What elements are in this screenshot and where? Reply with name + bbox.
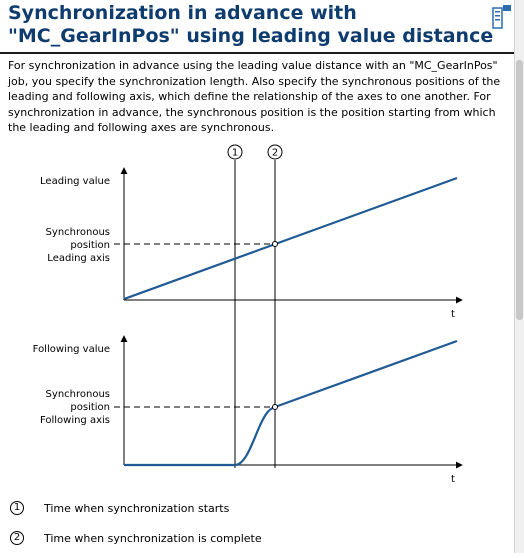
top-y-label: Leading value — [40, 176, 110, 187]
leading-value-curve — [124, 178, 457, 299]
marker-1 — [228, 145, 242, 159]
top-sync-label-line-1: Synchronous — [45, 227, 110, 238]
marker-1-label: 1 — [231, 147, 239, 159]
bottom-sync-label-line-2: position — [70, 402, 110, 413]
legend-item — [8, 498, 408, 528]
legend-text-2: Time when synchronization is complete — [44, 532, 262, 545]
legend-number-1: 1 — [10, 501, 24, 515]
page-title-line-2: "MC_GearInPos" using leading value distance — [8, 25, 494, 47]
following-value-curve — [124, 341, 457, 465]
scrollbar-thumb[interactable] — [516, 60, 523, 320]
legend-number-2: 2 — [10, 531, 24, 545]
synchronization-diagram — [0, 140, 470, 490]
page-title-line-1: Synchronization in advance with — [8, 2, 357, 24]
leading-value-chart — [40, 168, 462, 320]
following-value-chart — [33, 336, 462, 485]
top-sync-label-line-3: Leading axis — [47, 253, 110, 264]
legend-item — [8, 528, 408, 558]
bottom-sync-label-line-3: Following axis — [39, 415, 110, 426]
bottom-x-label: t — [451, 474, 455, 485]
vertical-scrollbar[interactable] — [514, 0, 524, 553]
bottom-sync-label-line-1: Synchronous — [45, 389, 110, 400]
page-header — [0, 0, 514, 54]
top-sync-label-line-2: position — [70, 240, 110, 251]
legend — [8, 498, 408, 558]
legend-text-1: Time when synchronization starts — [44, 502, 230, 515]
page-title — [8, 2, 493, 48]
top-sync-point — [273, 242, 278, 247]
bottom-sync-point — [273, 405, 278, 410]
marker-2 — [268, 145, 282, 159]
bottom-y-label: Following value — [32, 344, 110, 355]
intro-paragraph: For synchronization in advance using the leading value distance with an "MC_GearInPos" job, you specify the synchronization length. Also specify the synchronous positions of the leading and following axis, which define the relationship of the axes to one another. For synchronization in advance, the synchronous position is the position starting from which the leading and following axes are synchronous. — [8, 59, 501, 135]
top-x-label: t — [451, 309, 455, 320]
marker-2-label: 2 — [271, 147, 279, 159]
document-icon[interactable] — [492, 4, 512, 30]
